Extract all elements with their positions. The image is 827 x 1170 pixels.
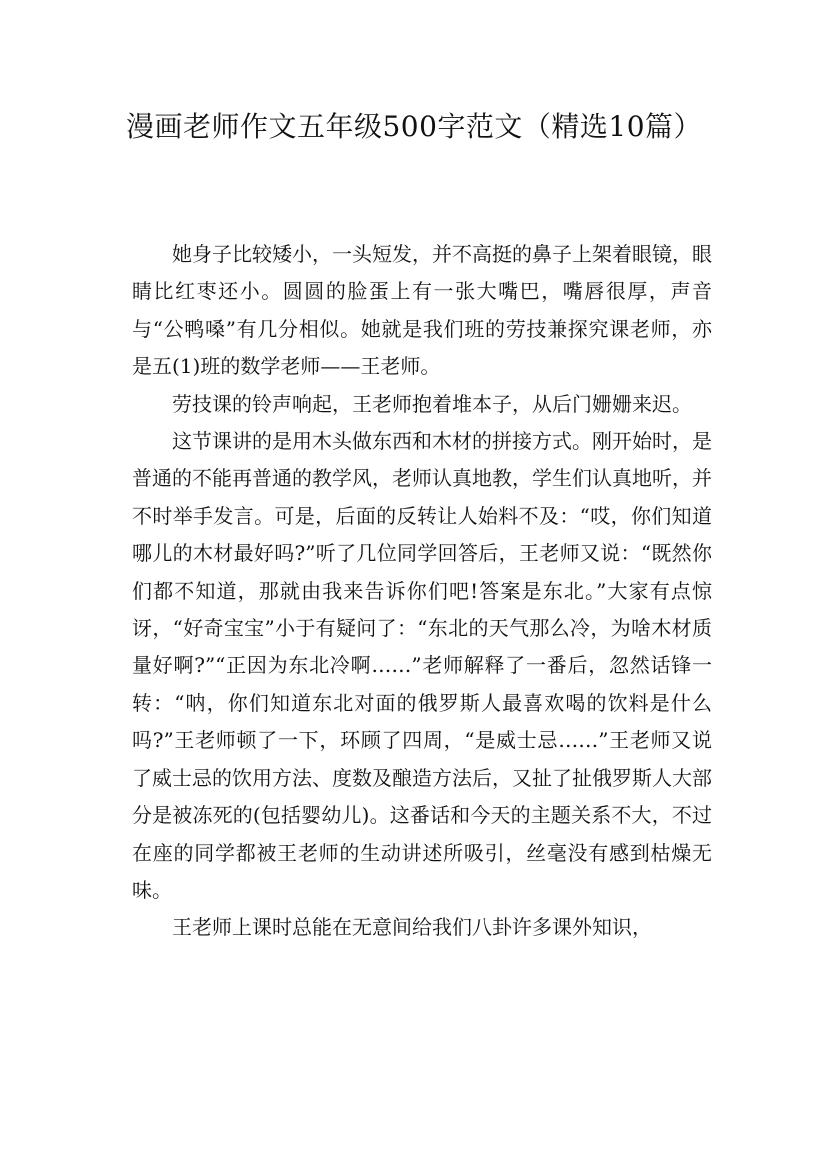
paragraph-wood-lesson: 这节课讲的是用木头做东西和木材的拼接方式。刚开始时，是普通的不能再普通的教学风，老师认真地教，学生们认真地听，并不时举手发言。可是，后面的反转让人始料不及：“哎，你们知道哪儿的木材最好吗?”听了几位同学回答后，王老师又说：“既然你们都不知道，那就由我来告诉你们吧!答案是东北。”大家有点惊讶，“好奇宝宝”小于有疑问了：“东北的天气那么冷，为啥木材质量好啊?”“正因为东北冷啊……”老师解释了一番后，忽然话锋一转：“呐，你们知道东北对面的俄罗斯人最喜欢喝的饮料是什么吗?”王老师顿了一下，环顾了四周，“是威士忌……”王老师又说了威士忌的饮用方法、度数及酿造方法后，又扯了扯俄罗斯人大部分是被冻死的(包括婴幼儿)。这番话和今天的主题关系不大，不过在座的同学都被王老师的生动讲述所吸引，丝毫没有感到枯燥无味。 — [132, 429, 712, 902]
paragraph-class-bell: 劳技课的铃声响起，王老师抱着堆本子，从后门姗姗来迟。 — [172, 391, 692, 416]
paragraph-extra-knowledge: 王老师上课时总能在无意间给我们八卦许多课外知识， — [172, 915, 652, 940]
paragraph-teacher-description: 她身子比较矮小，一头短发，并不高挺的鼻子上架着眼镜，眼睛比红枣还小。圆圆的脸蛋上有一张大嘴巴，嘴唇很厚，声音与“公鸭嗓”有几分相似。她就是我们班的劳技兼探究课老师，亦是五(1)班的数学老师——王老师。 — [132, 242, 712, 379]
document-title: 漫画老师作文五年级500字范文（精选10篇） — [125, 110, 703, 143]
document-body — [132, 236, 712, 947]
